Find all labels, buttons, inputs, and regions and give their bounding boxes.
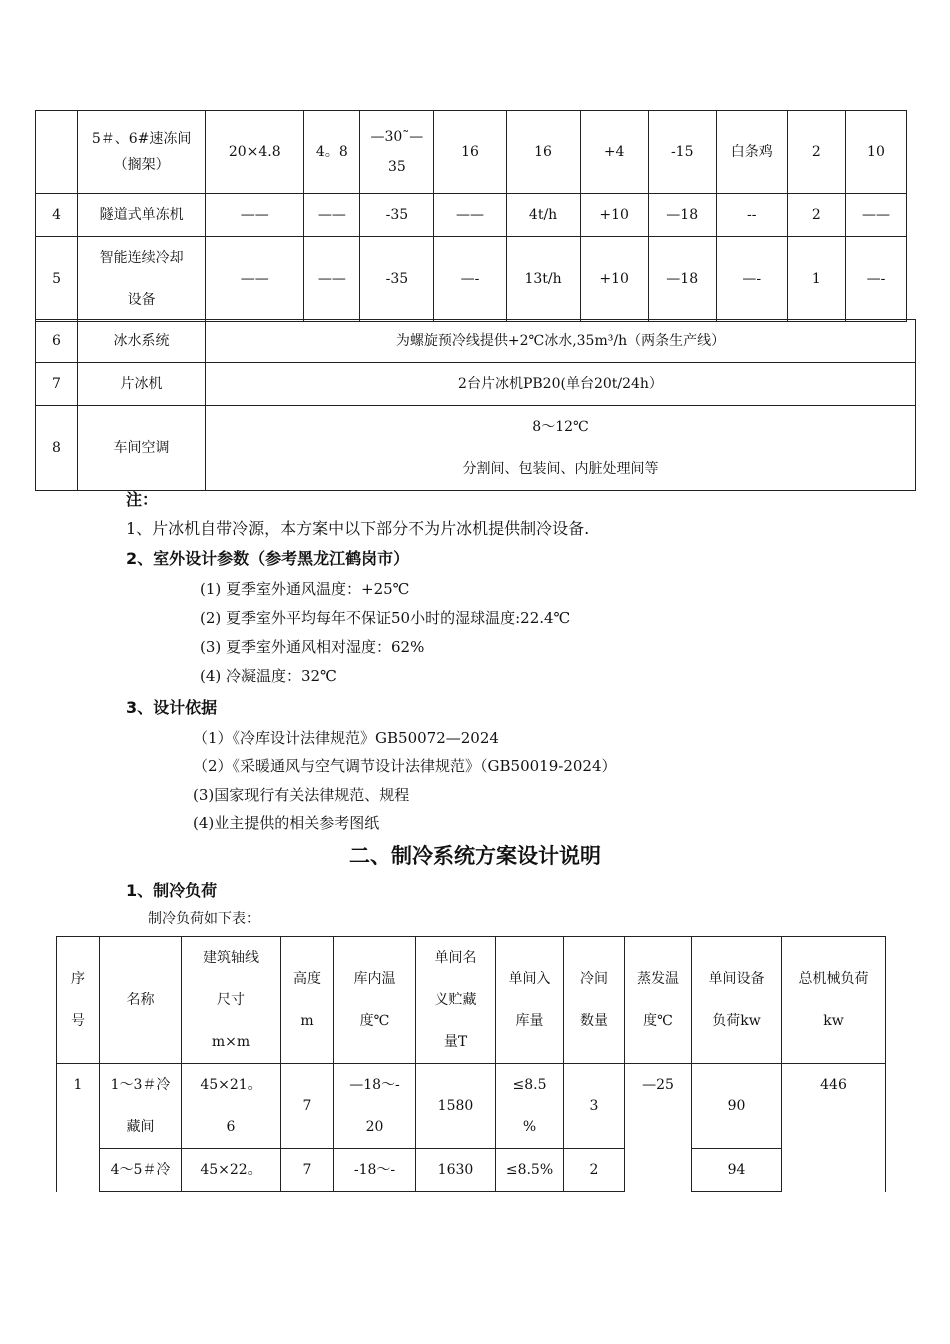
table-row (36, 237, 907, 322)
row-c6: 4t/h (506, 194, 580, 237)
row-no: 8 (36, 406, 78, 491)
header-cell: 库内温 度℃ (334, 937, 416, 1064)
section-heading: 2、室外设计参数（参考黑龙江鹤岗市） (126, 549, 410, 568)
row-count: 2 (564, 1149, 625, 1192)
list-item: (4) 冷凝温度：32℃ (200, 667, 337, 685)
row-c6: 13t/h (506, 237, 580, 322)
row-name: 隧道式单冻机 (78, 194, 206, 237)
row-c11: —- (845, 237, 906, 322)
row-c5: 16 (434, 111, 506, 194)
header-cell: 单间设备 负荷kw (692, 937, 782, 1064)
header-cell: 名称 (100, 937, 182, 1064)
page-title: 二、制冷系统方案设计说明 (349, 844, 601, 868)
row-c7: +10 (580, 237, 648, 322)
row-size: 20×4.8 (206, 111, 304, 194)
load-table (56, 936, 886, 1192)
table-header (57, 937, 886, 1064)
row-no: 4 (36, 194, 78, 237)
row-height: 4。8 (304, 111, 360, 194)
row-desc: 8～12℃ 分割间、包装间、内脏处理间等 (206, 406, 916, 491)
row-name: 车间空调 (78, 406, 206, 491)
table-row (36, 194, 907, 237)
header-cell: 序 号 (57, 937, 100, 1064)
row-no: 5 (36, 237, 78, 322)
row-desc: 为螺旋预冷线提供+2℃冰水,35m³/h（两条生产线） (206, 320, 916, 363)
row-count: 3 (564, 1064, 625, 1149)
row-c10: 1 (787, 237, 845, 322)
row-c5: —— (434, 194, 506, 237)
row-temp: -18～- (334, 1149, 416, 1192)
row-temp: -35 (360, 194, 434, 237)
table-row (36, 111, 907, 194)
table-row (36, 406, 916, 491)
table-row (36, 320, 916, 363)
table-row (57, 1149, 886, 1192)
list-item: (2) 夏季室外平均每年不保证50小时的湿球温度:22.4℃ (200, 609, 571, 627)
row-c9: 白条鸡 (716, 111, 787, 194)
equipment-table (35, 110, 907, 322)
row-c11: —— (845, 194, 906, 237)
row-storage: 1580 (416, 1064, 496, 1149)
note-text: 1、片冰机自带冷源，本方案中以下部分不为片冰机提供制冷设备. (126, 519, 590, 538)
table-row (57, 1064, 886, 1149)
row-load: 94 (692, 1149, 782, 1192)
row-load: 90 (692, 1064, 782, 1149)
row-name: 智能连续冷却 设备 (78, 237, 206, 322)
header-cell: 冷间 数量 (564, 937, 625, 1064)
header-cell: 单间入 库量 (496, 937, 564, 1064)
row-temp: —18～- 20 (334, 1064, 416, 1149)
row-temp: —30˜— 35 (360, 111, 434, 194)
row-c11: 10 (845, 111, 906, 194)
row-c8: —18 (648, 237, 716, 322)
row-height: —— (304, 194, 360, 237)
section-heading: 3、设计依据 (126, 698, 218, 717)
list-item: (3) 夏季室外通风相对湿度：62% (200, 638, 425, 656)
subsection-heading: 1、制冷负荷 (126, 881, 218, 900)
row-c7: +4 (580, 111, 648, 194)
intro-text: 制冷负荷如下表： (148, 911, 260, 927)
row-no: 1 (57, 1064, 100, 1192)
row-name: 冰水系统 (78, 320, 206, 363)
row-c8: -15 (648, 111, 716, 194)
row-no: 7 (36, 363, 78, 406)
row-size: 45×22。 (182, 1149, 281, 1192)
header-cell: 总机械负荷 kw (782, 937, 886, 1064)
row-c9: —- (716, 237, 787, 322)
header-cell: 建筑轴线 尺寸 m×m (182, 937, 281, 1064)
list-item: (3)国家现行有关法律规范、规程 (193, 786, 410, 804)
row-no (36, 111, 78, 194)
row-c7: +10 (580, 194, 648, 237)
row-total: 446 (782, 1064, 886, 1192)
row-c10: 2 (787, 194, 845, 237)
list-item: （1）《冷库设计法律规范》GB50072—2024 (193, 729, 499, 747)
row-desc: 2台片冰机PB20(单台20t/24h） (206, 363, 916, 406)
note-label: 注： (126, 490, 159, 509)
row-temp: -35 (360, 237, 434, 322)
row-c9: -- (716, 194, 787, 237)
list-item: (4)业主提供的相关参考图纸 (193, 814, 380, 832)
header-cell: 高度 m (281, 937, 334, 1064)
table-row (36, 363, 916, 406)
row-inflow: ≤8.5 % (496, 1064, 564, 1149)
row-storage: 1630 (416, 1149, 496, 1192)
row-c10: 2 (787, 111, 845, 194)
list-item: (1) 夏季室外通风温度：+25℃ (200, 580, 410, 598)
list-item: （2）《采暖通风与空气调节设计法律规范》（GB50019-2024） (193, 757, 617, 775)
row-height: 7 (281, 1064, 334, 1149)
row-height: 7 (281, 1149, 334, 1192)
row-size: —— (206, 237, 304, 322)
header-cell: 单间名 义贮藏 量T (416, 937, 496, 1064)
row-no: 6 (36, 320, 78, 363)
row-c6: 16 (506, 111, 580, 194)
row-name: 5＃、6#速冻间 （搁架） (78, 111, 206, 194)
row-size: 45×21。 6 (182, 1064, 281, 1149)
row-evap: —25 (625, 1064, 692, 1192)
header-cell: 蒸发温 度℃ (625, 937, 692, 1064)
row-name: 4～5＃冷 (100, 1149, 182, 1192)
row-name: 片冰机 (78, 363, 206, 406)
row-c5: —- (434, 237, 506, 322)
row-c8: —18 (648, 194, 716, 237)
row-height: —— (304, 237, 360, 322)
row-name: 1～3＃冷 藏间 (100, 1064, 182, 1149)
row-inflow: ≤8.5% (496, 1149, 564, 1192)
system-table (35, 319, 916, 491)
row-size: —— (206, 194, 304, 237)
